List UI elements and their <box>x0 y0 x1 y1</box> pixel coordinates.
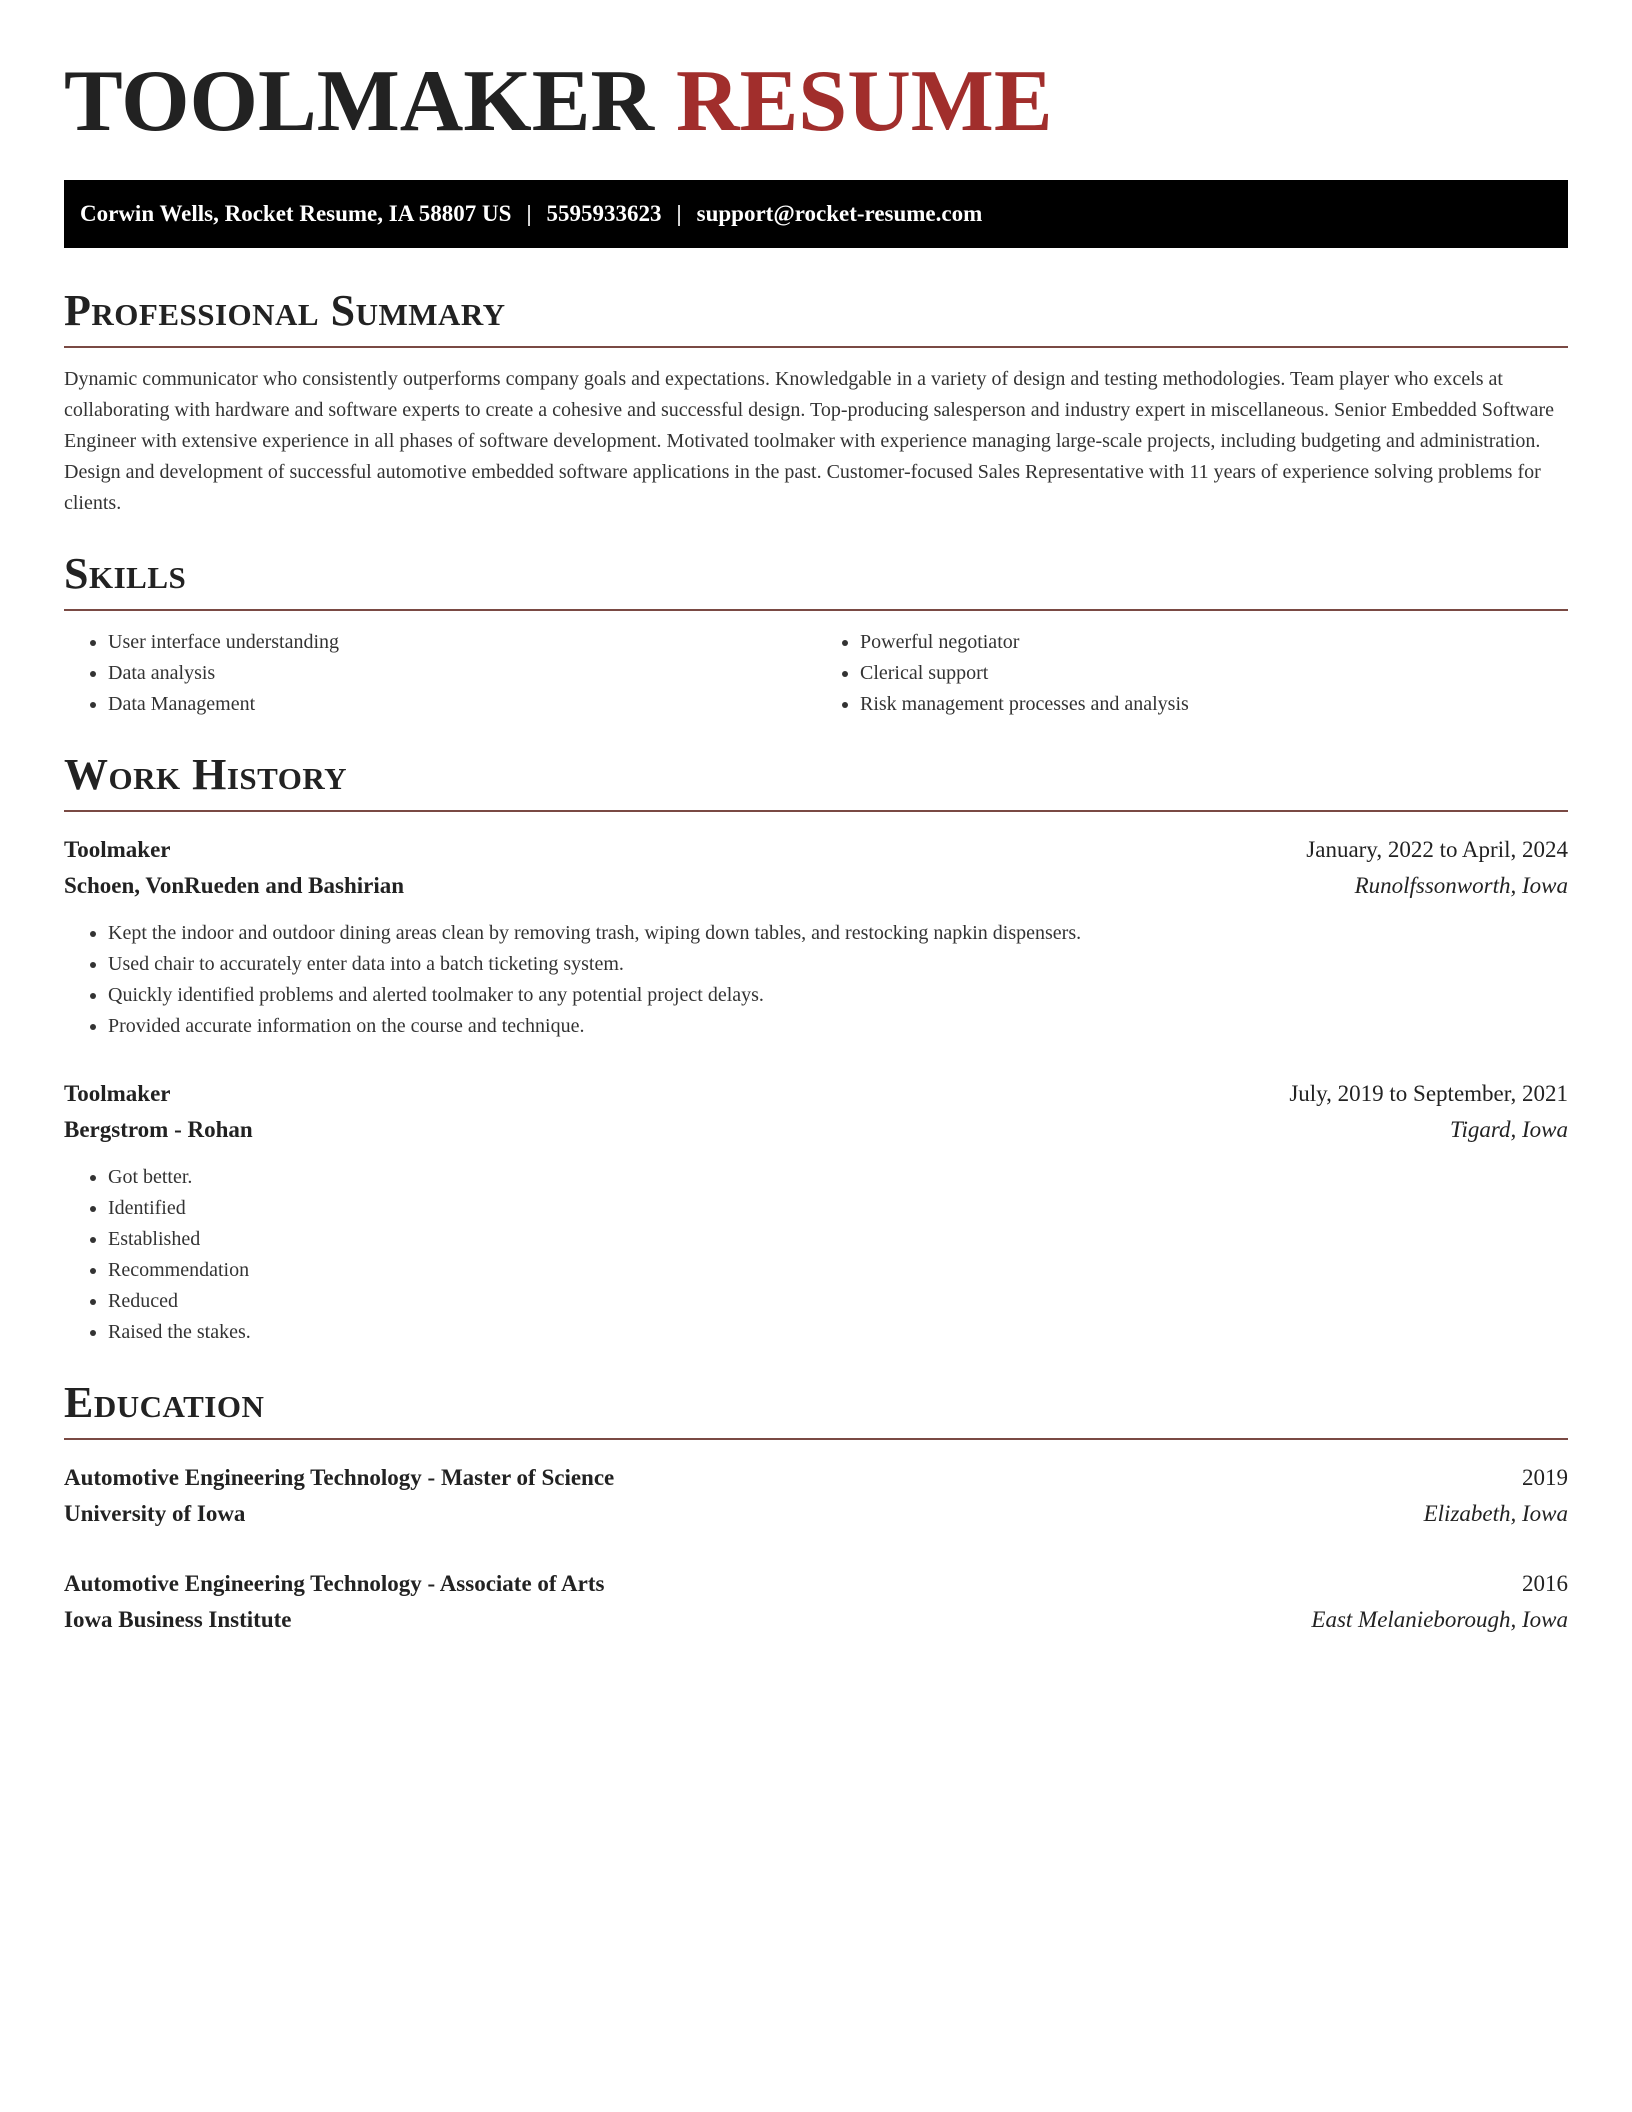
list-item: • Provided accurate information on the course and technique. <box>108 1011 1568 1042</box>
skills-left-list <box>64 627 816 720</box>
education-degree: Automotive Engineering Technology - Master of Science <box>64 1465 615 1490</box>
list-item: • Established <box>108 1224 1568 1255</box>
job-header-row <box>64 832 1568 868</box>
education-school: Iowa Business Institute <box>64 1607 292 1632</box>
education-degree: Automotive Engineering Technology - Associate of Arts <box>64 1571 605 1596</box>
education-entry <box>64 1460 1568 1532</box>
section-divider <box>64 609 1568 611</box>
job-company-row <box>64 1112 1568 1148</box>
skills-columns <box>64 627 1568 720</box>
skills-heading: Skills <box>64 549 187 598</box>
education-heading: Education <box>64 1378 265 1427</box>
section-divider <box>64 1438 1568 1440</box>
skills-right-list <box>816 627 1568 720</box>
education-location: East Melanieborough, Iowa <box>1311 1607 1568 1632</box>
title-main: TOOLMAKER <box>64 53 655 150</box>
education-degree-row <box>64 1566 1568 1602</box>
education-year: 2019 <box>1522 1465 1568 1490</box>
skill-item: • Risk management processes and analysis <box>860 689 1568 720</box>
education-school-row <box>64 1496 1568 1532</box>
job-company-row <box>64 868 1568 904</box>
list-item: • Got better. <box>108 1162 1568 1193</box>
job-location: Tigard, Iowa <box>1449 1117 1568 1142</box>
title-accent: RESUME <box>676 53 1053 150</box>
education-entry <box>64 1566 1568 1638</box>
job-entry <box>64 832 1568 1042</box>
education-school-row <box>64 1602 1568 1638</box>
skill-item: • Powerful negotiator <box>860 627 1568 658</box>
job-bullets <box>64 918 1568 1042</box>
list-item: • Raised the stakes. <box>108 1317 1568 1348</box>
job-header-row <box>64 1076 1568 1112</box>
job-title: Toolmaker <box>64 1081 171 1106</box>
contact-address: Corwin Wells, Rocket Resume, IA 58807 US <box>80 201 512 226</box>
list-item: • Quickly identified problems and alerted toolmaker to any potential project delays. <box>108 980 1568 1011</box>
skills-section <box>64 549 1568 720</box>
list-item: • Identified <box>108 1193 1568 1224</box>
skill-item: • Data analysis <box>108 658 816 689</box>
summary-heading: Professional Summary <box>64 286 506 335</box>
section-divider <box>64 810 1568 812</box>
contact-separator: | <box>526 201 532 226</box>
job-title: Toolmaker <box>64 837 171 862</box>
list-item: • Recommendation <box>108 1255 1568 1286</box>
list-item: • Used chair to accurately enter data into a batch ticketing system. <box>108 949 1568 980</box>
skill-item: • Clerical support <box>860 658 1568 689</box>
contact-email: support@rocket-resume.com <box>696 201 983 226</box>
education-school: University of Iowa <box>64 1501 246 1526</box>
job-dates: January, 2022 to April, 2024 <box>1306 837 1568 862</box>
summary-section <box>64 286 1568 519</box>
list-item: • Kept the indoor and outdoor dining areas clean by removing trash, wiping down tables, and restocking napkin dispensers. <box>108 918 1568 949</box>
resume-title <box>64 52 1568 152</box>
list-item: • Reduced <box>108 1286 1568 1317</box>
work-section <box>64 750 1568 1348</box>
job-dates: July, 2019 to September, 2021 <box>1289 1081 1568 1106</box>
education-location: Elizabeth, Iowa <box>1423 1501 1568 1526</box>
education-degree-row <box>64 1460 1568 1496</box>
summary-text: Dynamic communicator who consistently outperforms company goals and expectations. Knowledgable in a variety of design and testing methodologies. Team player who excels at collaborating with hardware and software experts to create a cohesive and successful design. Top-producing salesperson and industry expert in miscellaneous. Senior Embedded Software Engineer with extensive experience in all phases of software development. Motivated toolmaker with experience managing large-scale projects, including budgeting and administration. Design and development of successful automotive embedded software applications in the past. Customer-focused Sales Representative with 11 years of experience solving problems for clients. <box>64 368 1554 514</box>
skill-item: • Data Management <box>108 689 816 720</box>
contact-bar <box>64 180 1568 248</box>
job-bullets <box>64 1162 1568 1348</box>
education-year: 2016 <box>1522 1571 1568 1596</box>
work-heading: Work History <box>64 750 348 799</box>
skill-item: • User interface understanding <box>108 627 816 658</box>
job-location: Runolfssonworth, Iowa <box>1354 873 1568 898</box>
job-entry <box>64 1076 1568 1348</box>
section-divider <box>64 346 1568 348</box>
contact-phone: 5595933623 <box>546 201 662 226</box>
job-company: Schoen, VonRueden and Bashirian <box>64 873 405 898</box>
education-section <box>64 1378 1568 1638</box>
contact-separator: | <box>676 201 682 226</box>
job-company: Bergstrom - Rohan <box>64 1117 253 1142</box>
